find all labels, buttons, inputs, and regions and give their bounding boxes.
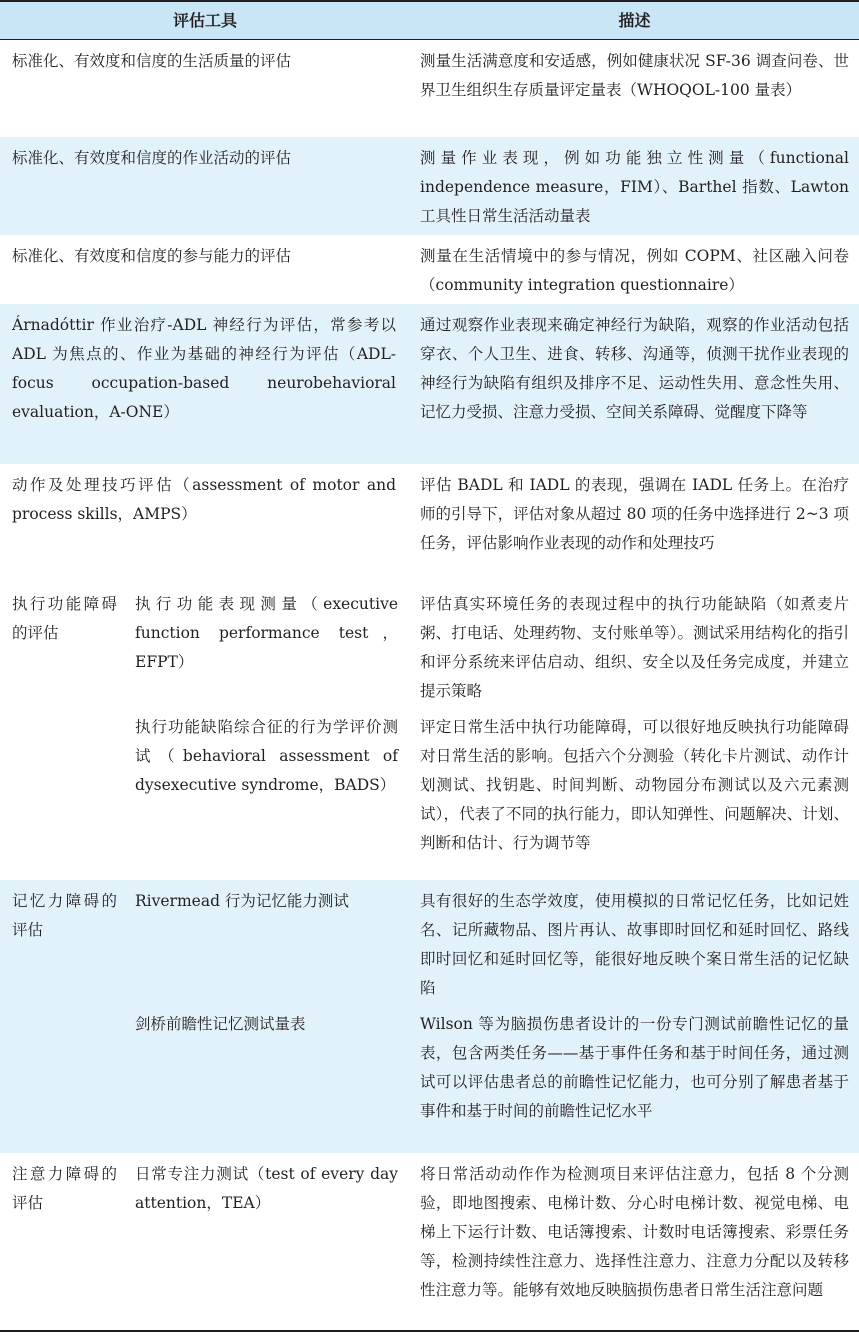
table-header-row xyxy=(0,1,859,39)
tool-cell: Rivermead 行为记忆能力测试 xyxy=(135,892,349,910)
description-cell: 具有很好的生态学效度，使用模拟的日常记忆任务，比如记姓名、记所藏物品、图片再认、故事即时回忆和延时回忆、路线即时回忆和延时回忆等，能很好地反映个案日常生活的记忆缺陷 xyxy=(420,892,850,997)
description-cell: 评估 BADL 和 IADL 的表现，强调在 IADL 任务上。在治疗师的引导下，评估对象从超过 80 项的任务中选择进行 2~3 项任务，评估影响作业表现的动作和处理技巧 xyxy=(420,476,850,552)
tool-cell: Árnadóttir 作业治疗-ADL 神经行为评估，常参考以 ADL 为焦点的、作业为基础的神经行为评估（ADL-focus occupation-based neurobehavioral evaluation，A-ONE） xyxy=(12,316,397,421)
table-row xyxy=(0,39,859,137)
table-row xyxy=(0,304,859,464)
description-cell: 测量在生活情境中的参与情况，例如 COPM、社区融入问卷（community integration questionnaire） xyxy=(420,247,850,294)
table-row xyxy=(0,464,859,583)
header-description: 描述 xyxy=(410,1,859,39)
table-row xyxy=(0,880,859,1003)
tool-cell: 执行功能缺陷综合征的行为学评价测试（behavioral assessment of dysexecutive syndrome，BADS） xyxy=(135,718,399,794)
description-cell: 测量生活满意度和安适感，例如健康状况 SF-36 调查问卷、世界卫生组织生存质量评定量表（WHOQOL-100 量表） xyxy=(420,51,850,99)
table-row xyxy=(0,235,859,304)
header-tool: 评估工具 xyxy=(0,1,410,39)
category-cell: 记忆力障碍的评估 xyxy=(12,892,117,939)
tool-cell: 标准化、有效度和信度的参与能力的评估 xyxy=(12,247,292,265)
table-row xyxy=(0,706,859,880)
category-cell: 注意力障碍的评估 xyxy=(0,1153,123,1331)
table-row xyxy=(0,137,859,235)
category-cell: 执行功能障碍的评估 xyxy=(12,595,117,642)
description-cell: 评定日常生活中执行功能障碍，可以很好地反映执行功能障碍对日常生活的影响。包括六个分测验（转化卡片测试、动作计划测试、找钥匙、时间判断、动物园分布测试以及六元素测试），代表了不同的执行能力，即认知弹性、问题解决、计划、判断和估计、行为调节等 xyxy=(420,718,850,852)
tool-cell: 日常专注力测试（test of every day attention，TEA） xyxy=(123,1153,410,1331)
description-cell: 通过观察作业表现来确定神经行为缺陷，观察的作业活动包括穿衣、个人卫生、进食、转移、沟通等，侦测干扰作业表现的神经行为缺陷有组织及排序不足、运动性失用、意念性失用、记忆力受损、注意力受损、空间关系障碍、觉醒度下降等 xyxy=(420,316,850,421)
table-row xyxy=(0,1003,859,1153)
description-cell: Wilson 等为脑损伤患者设计的一份专门测试前瞻性记忆的量表，包含两类任务——基于事件任务和基于时间任务，通过测试可以评估患者总的前瞻性记忆能力，也可分别了解患者基于事件和基于时间的前瞻性记忆水平 xyxy=(420,1015,850,1120)
description-cell: 将日常活动动作作为检测项目来评估注意力，包括 8 个分测验，即地图搜索、电梯计数、分心时电梯计数、视觉电梯、电梯上下运行计数、电话簿搜索、计数时电话簿搜索、彩票任务等，检测持续性注意力、选择性注意力、注意力分配以及转移性注意力等。能够有效地反映脑损伤患者日常生活注意问题 xyxy=(410,1153,859,1331)
tool-cell: 标准化、有效度和信度的作业活动的评估 xyxy=(12,149,292,167)
table-row xyxy=(0,1153,859,1331)
tool-cell: 执行功能表现测量（executive function performance test，EFPT） xyxy=(135,595,399,671)
description-cell: 测量作业表现，例如功能独立性测量（functional independence measure，FIM）、Barthel 指数、Lawton 工具性日常生活活动量表 xyxy=(420,149,850,225)
tool-cell: 标准化、有效度和信度的生活质量的评估 xyxy=(12,51,292,70)
tool-cell: 动作及处理技巧评估（assessment of motor and process skills，AMPS） xyxy=(12,476,397,523)
tool-cell: 剑桥前瞻性记忆测试量表 xyxy=(135,1015,306,1033)
table-row xyxy=(0,583,859,706)
description-cell: 评估真实环境任务的表现过程中的执行功能缺陷（如煮麦片粥、打电话、处理药物、支付账单等）。测试采用结构化的指引和评分系统来评估启动、组织、安全以及任务完成度，并建立提示策略 xyxy=(420,595,850,700)
